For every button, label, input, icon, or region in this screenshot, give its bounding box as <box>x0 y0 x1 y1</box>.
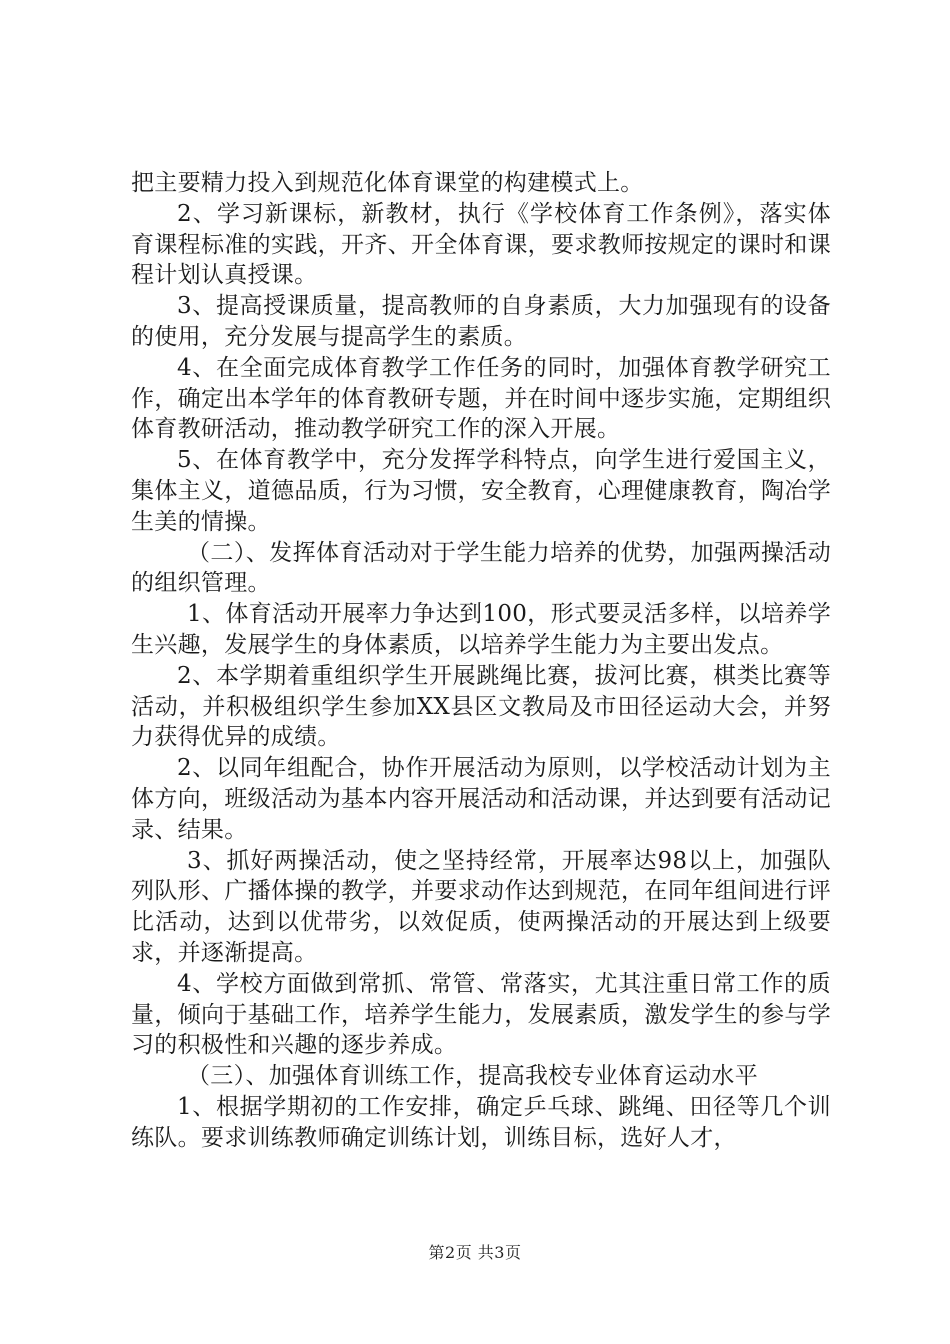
paragraph-activity-3-exercises: 3、抓好两操活动，使之坚持经常，开展率达98以上，加强队列队形、广播体操的教学，并要求动作达到规范，在同年组间进行评比活动，达到以优带劣，以效促质，使两操活动的开展达到上级要求，并逐渐提高。 <box>131 847 831 966</box>
paragraph-item-2-curriculum: 2、学习新课标，新教材，执行《学校体育工作条例》，落实体育课程标准的实践，开齐、开全体育课，要求教师按规定的课时和课程计划认真授课。 <box>131 200 831 289</box>
section-heading-3: （三）、加强体育训练工作，提高我校专业体育运动水平 <box>187 1063 758 1090</box>
document-body <box>131 168 831 1154</box>
paragraph-training-1: 1、根据学期初的工作安排，确定乒乓球、跳绳、田径等几个训练队。要求训练教师确定训练计划，训练目标，选好人才， <box>131 1093 831 1151</box>
section-heading-2: （二）、发挥体育活动对于学生能力培养的优势，加强两操活动的组织管理。 <box>131 539 831 597</box>
paragraph-activity-2-competitions: 2、本学期着重组织学生开展跳绳比赛，拔河比赛，棋类比赛等活动，并积极组织学生参加XX县区文教局及市田径运动大会，并努力获得优异的成绩。 <box>131 662 831 751</box>
paragraph-activity-2-cooperation: 2、以同年组配合，协作开展活动为原则，以学校活动计划为主体方向，班级活动为基本内容开展活动和活动课，并达到要有活动记录、结果。 <box>131 755 831 843</box>
paragraph-item-5-education: 5、在体育教学中，充分发挥学科特点，向学生进行爱国主义，集体主义，道德品质，行为习惯，安全教育，心理健康教育，陶冶学生美的情操。 <box>131 447 831 535</box>
paragraph-activity-1: 1、体育活动开展率力争达到100，形式要灵活多样，以培养学生兴趣，发展学生的身体素质，以培养学生能力为主要出发点。 <box>131 601 831 658</box>
paragraph-item-4-research: 4、在全面完成体育教学工作任务的同时，加强体育教学研究工作，确定出本学年的体育教研专题，并在时间中逐步实施，定期组织体育教研活动，推动教学研究工作的深入开展。 <box>131 354 831 443</box>
paragraph-item-3-quality: 3、提高授课质量，提高教师的自身素质，大力加强现有的设备的使用，充分发展与提高学生的素质。 <box>131 293 831 350</box>
page-footer: 第2页 共3页 <box>428 1243 522 1262</box>
paragraph-activity-4-management: 4、学校方面做到常抓、常管、常落实，尤其注重日常工作的质量，倾向于基础工作，培养学生能力，发展素质，激发学生的参与学习的积极性和兴趣的逐步养成。 <box>131 970 831 1059</box>
paragraph-continuation: 把主要精力投入到规范化体育课堂的构建模式上。 <box>131 170 644 196</box>
